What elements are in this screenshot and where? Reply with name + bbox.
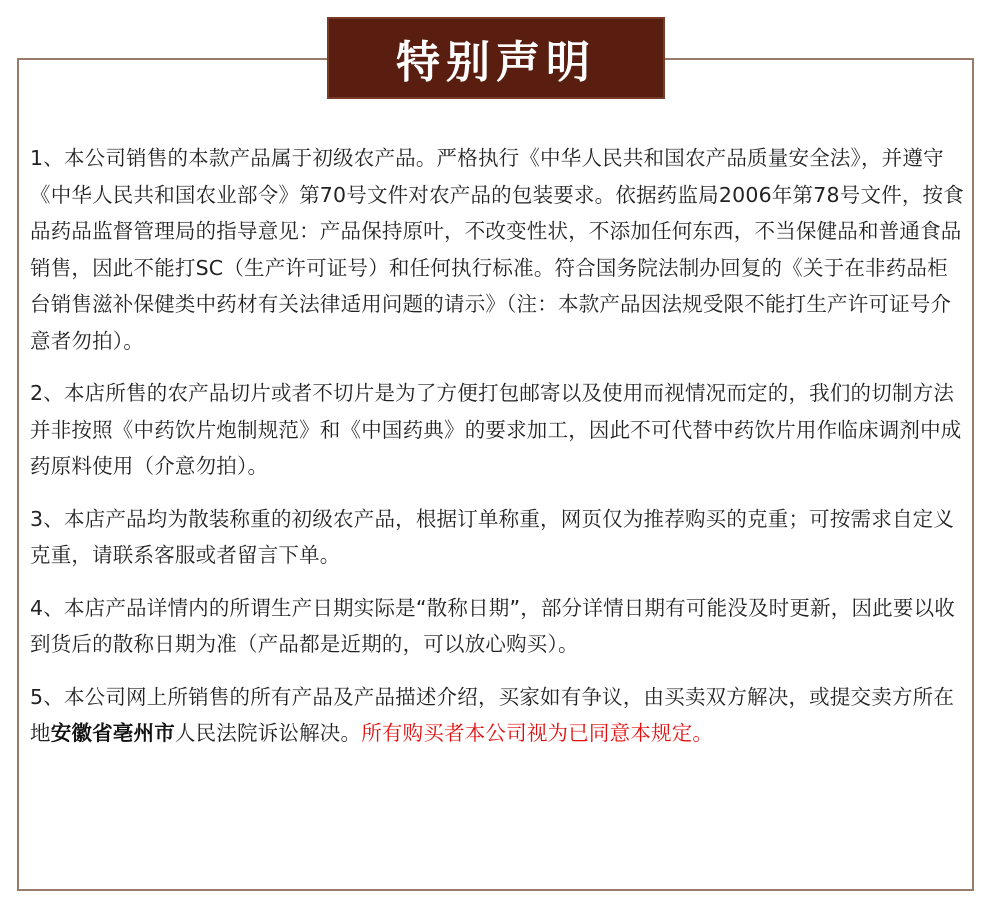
jurisdiction-location: 安徽省亳州市 — [50, 721, 175, 745]
notice-content — [30, 140, 965, 768]
paragraph-5-text-middle: 人民法院诉讼解决。 — [174, 721, 362, 745]
agreement-statement: 所有购买者本公司视为已同意本规定。 — [361, 721, 714, 745]
title-banner — [327, 17, 665, 99]
page-title: 特别声明 — [396, 37, 596, 88]
paragraph-5-text-start: 5、本公司网上所销售的所有产品及产品描述介绍，买家如有争议，由买卖双方解决，或提交卖方所在地 — [30, 684, 955, 745]
notice-paragraph-3: 3、本店产品均为散装称重的初级农产品，根据订单称重，网页仅为推荐购买的克重；可按需求自定义克重，请联系客服或者留言下单。 — [30, 506, 955, 567]
notice-paragraph-4: 4、本店产品详情内的所谓生产日期实际是“散称日期”，部分详情日期有可能没及时更新，因此要以收到货后的散称日期为准（产品都是近期的，可以放心购买）。 — [30, 595, 955, 656]
notice-paragraph-1: 1、本公司销售的本款产品属于初级农产品。严格执行《中华人民共和国农产品质量安全法》，并遵守《中华人民共和国农业部令》第70号文件对农产品的包装要求。依据药监局2006年第78号文件，按食品药品监督管理局的指导意见：产品保持原叶，不改变性状，不添加任何东西，不当保健品和普通食品销售，因此不能打SC（生产许可证号）和任何执行标准。符合国务院法制办回复的《关于在非药品柜台销售滋补保健类中药材有关法律适用问题的请示》（注：本款产品因法规受限不能打生产许可证号介意者勿拍）。 — [30, 146, 964, 353]
notice-paragraph-2: 2、本店所售的农产品切片或者不切片是为了方便打包邮寄以及使用而视情况而定的，我们的切制方法并非按照《中药饮片炮制规范》和《中国药典》的要求加工，因此不可代替中药饮片用作临床调剂中成药原料使用（介意勿拍）。 — [30, 381, 962, 478]
notice-paragraph-5 — [30, 679, 965, 752]
